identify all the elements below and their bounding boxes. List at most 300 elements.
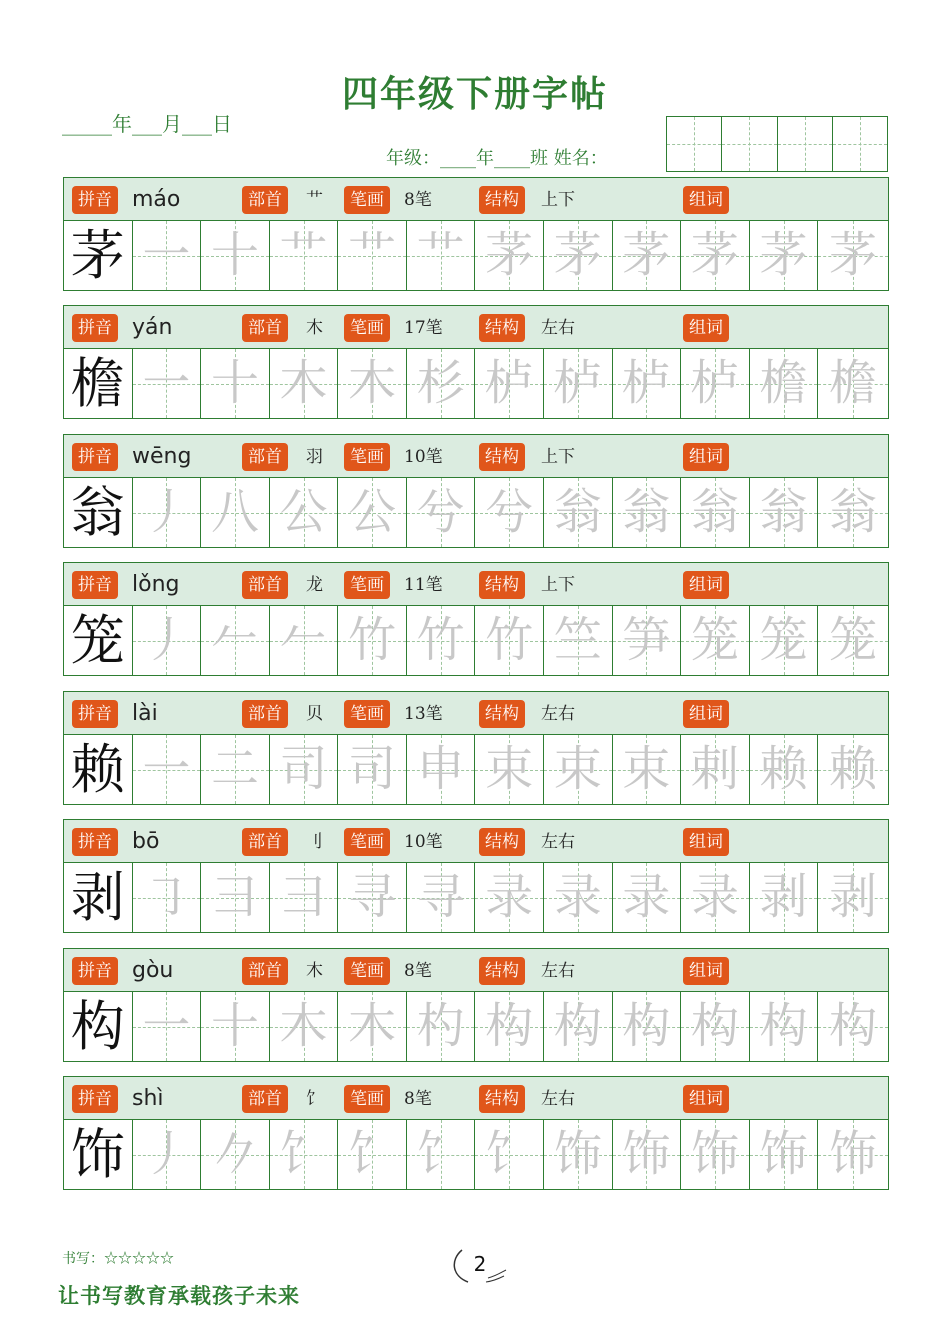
trace-cell (338, 735, 407, 804)
trace-stroke-glyph: 杉 (416, 355, 465, 411)
pinyin-label: 拼音 (72, 1085, 118, 1113)
page-ornament-icon (448, 1242, 512, 1286)
trace-stroke-glyph: 木 (348, 998, 397, 1054)
model-character: 笼 (70, 609, 125, 672)
writing-row (63, 735, 889, 805)
trace-cell (681, 863, 750, 932)
strokes-value: 8笔 (404, 1089, 432, 1109)
character-block (63, 434, 889, 550)
structure-label: 结构 (479, 186, 525, 214)
strokes-value: 13笔 (404, 704, 443, 724)
name-writing-grid (666, 116, 888, 172)
trace-stroke-glyph: 录 (553, 869, 602, 925)
model-character-cell (64, 349, 133, 418)
trace-cell (338, 863, 407, 932)
trace-cell (201, 349, 270, 418)
pinyin-value: yán (132, 315, 173, 340)
trace-cell (407, 221, 476, 290)
structure-value: 左右 (541, 704, 575, 724)
structure-value: 左右 (541, 832, 575, 852)
trace-stroke-glyph: 艹 (348, 227, 397, 283)
trace-cell (407, 992, 476, 1061)
pinyin-value: wēng (132, 444, 192, 469)
trace-cell (407, 735, 476, 804)
writing-row (63, 221, 889, 291)
model-character-cell (64, 221, 133, 290)
pinyin-value: gòu (132, 958, 174, 983)
trace-stroke-glyph: 翁 (759, 484, 808, 540)
trace-cell (407, 606, 476, 675)
trace-cell (133, 992, 202, 1061)
model-character: 翁 (70, 481, 125, 544)
trace-cell (750, 221, 819, 290)
structure-label: 结构 (479, 443, 525, 471)
trace-cell (270, 735, 339, 804)
trace-stroke-glyph: 竹 (348, 612, 397, 668)
trace-cell (818, 221, 888, 290)
pinyin-label: 拼音 (72, 828, 118, 856)
pinyin-value: máo (132, 187, 181, 212)
words-label: 组词 (683, 1085, 729, 1113)
pinyin-label: 拼音 (72, 571, 118, 599)
trace-cell (818, 349, 888, 418)
trace-cell (133, 735, 202, 804)
character-info-header (63, 562, 889, 606)
trace-cell (544, 992, 613, 1061)
trace-stroke-glyph: 构 (485, 998, 534, 1054)
pinyin-label: 拼音 (72, 700, 118, 728)
trace-stroke-glyph: 艹 (416, 227, 465, 283)
pinyin-value: lǒng (132, 572, 180, 597)
writing-row (63, 992, 889, 1062)
radical-label: 部首 (242, 571, 288, 599)
writing-row (63, 1120, 889, 1190)
name-cell (833, 117, 887, 171)
trace-stroke-glyph: 栌 (485, 355, 534, 411)
trace-stroke-glyph: 翁 (553, 484, 602, 540)
trace-stroke-glyph: 丿 (142, 1126, 191, 1182)
strokes-label: 笔画 (344, 443, 390, 471)
model-character-cell (64, 606, 133, 675)
trace-cell (750, 606, 819, 675)
trace-stroke-glyph: 彐 (210, 869, 259, 925)
structure-value: 上下 (541, 190, 575, 210)
name-cell (722, 117, 777, 171)
trace-cell (613, 992, 682, 1061)
model-character-cell (64, 863, 133, 932)
trace-stroke-glyph: 丿 (142, 484, 191, 540)
trace-cell (750, 478, 819, 547)
trace-stroke-glyph: 茅 (485, 227, 534, 283)
radical-label: 部首 (242, 700, 288, 728)
trace-stroke-glyph: 赖 (759, 741, 808, 797)
trace-stroke-glyph: 十 (210, 998, 259, 1054)
structure-label: 结构 (479, 700, 525, 728)
trace-stroke-glyph: 兮 (416, 484, 465, 540)
radical-value: 贝 (306, 704, 323, 724)
trace-stroke-glyph: 茅 (829, 227, 878, 283)
trace-stroke-glyph: 檐 (829, 355, 878, 411)
model-character-cell (64, 992, 133, 1061)
trace-cell (407, 349, 476, 418)
trace-cell (270, 606, 339, 675)
name-cell (778, 117, 833, 171)
strokes-label: 笔画 (344, 1085, 390, 1113)
trace-cell (681, 221, 750, 290)
trace-cell (475, 863, 544, 932)
radical-value: 饣 (306, 1089, 323, 1109)
trace-stroke-glyph: 一 (142, 355, 191, 411)
pinyin-value: bō (132, 829, 160, 854)
character-info-header (63, 434, 889, 478)
trace-cell (613, 863, 682, 932)
radical-label: 部首 (242, 1085, 288, 1113)
page-number-text: 2 (473, 1252, 487, 1276)
structure-value: 上下 (541, 575, 575, 595)
trace-cell (818, 478, 888, 547)
trace-stroke-glyph: 申 (416, 741, 465, 797)
structure-label: 结构 (479, 314, 525, 342)
trace-stroke-glyph: 茅 (690, 227, 739, 283)
trace-stroke-glyph: 一 (142, 227, 191, 283)
trace-stroke-glyph: 构 (690, 998, 739, 1054)
character-block (63, 948, 889, 1064)
trace-stroke-glyph: 笼 (690, 612, 739, 668)
date-line: _____年___月___日 (62, 112, 232, 136)
trace-cell (338, 992, 407, 1061)
trace-stroke-glyph: 束 (622, 741, 671, 797)
strokes-value: 8笔 (404, 190, 432, 210)
trace-stroke-glyph: 饰 (829, 1126, 878, 1182)
trace-cell (613, 606, 682, 675)
trace-stroke-glyph: 司 (279, 741, 328, 797)
trace-cell (270, 478, 339, 547)
pinyin-value: lài (132, 701, 158, 726)
trace-cell (201, 735, 270, 804)
trace-cell (544, 735, 613, 804)
trace-cell (544, 349, 613, 418)
character-info-header (63, 305, 889, 349)
character-block (63, 562, 889, 678)
strokes-value: 8笔 (404, 961, 432, 981)
strokes-label: 笔画 (344, 314, 390, 342)
trace-cell (544, 221, 613, 290)
trace-cell (681, 735, 750, 804)
trace-cell (818, 606, 888, 675)
structure-value: 左右 (541, 318, 575, 338)
trace-stroke-glyph: 竹 (485, 612, 534, 668)
class-name-line: 年级：____年____班 姓名： (386, 148, 608, 169)
trace-cell (544, 606, 613, 675)
strokes-value: 17笔 (404, 318, 443, 338)
trace-stroke-glyph: 寻 (348, 869, 397, 925)
trace-cell (201, 1120, 270, 1189)
trace-cell (750, 863, 819, 932)
trace-cell (681, 478, 750, 547)
trace-stroke-glyph: 构 (622, 998, 671, 1054)
trace-stroke-glyph: 寻 (416, 869, 465, 925)
trace-cell (270, 992, 339, 1061)
footer-slogan: 让书写教育承载孩子未来 (58, 1283, 300, 1308)
character-block (63, 177, 889, 293)
trace-stroke-glyph: 木 (279, 998, 328, 1054)
trace-stroke-glyph: 饣 (348, 1126, 397, 1182)
words-label: 组词 (683, 186, 729, 214)
model-character-cell (64, 735, 133, 804)
trace-cell (475, 735, 544, 804)
radical-label: 部首 (242, 443, 288, 471)
radical-value: 龙 (306, 575, 323, 595)
trace-cell (133, 349, 202, 418)
structure-label: 结构 (479, 1085, 525, 1113)
model-character: 剥 (70, 866, 125, 929)
character-block (63, 819, 889, 935)
trace-stroke-glyph: 𠂉 (279, 612, 328, 668)
trace-stroke-glyph: 饰 (759, 1126, 808, 1182)
structure-value: 上下 (541, 447, 575, 467)
trace-stroke-glyph: 茅 (553, 227, 602, 283)
writing-row (63, 349, 889, 419)
trace-cell (475, 992, 544, 1061)
words-label: 组词 (683, 571, 729, 599)
model-character: 饰 (70, 1123, 125, 1186)
trace-cell (750, 735, 819, 804)
pinyin-label: 拼音 (72, 443, 118, 471)
trace-cell (270, 221, 339, 290)
trace-stroke-glyph: 翁 (829, 484, 878, 540)
trace-stroke-glyph: 十 (210, 355, 259, 411)
trace-stroke-glyph: 束 (485, 741, 534, 797)
trace-cell (681, 1120, 750, 1189)
character-block (63, 1076, 889, 1192)
trace-cell (270, 863, 339, 932)
trace-stroke-glyph: 笼 (829, 612, 878, 668)
character-block (63, 305, 889, 421)
trace-cell (750, 992, 819, 1061)
strokes-value: 10笔 (404, 447, 443, 467)
trace-stroke-glyph: ㇆ (142, 869, 191, 925)
trace-cell (818, 1120, 888, 1189)
radical-label: 部首 (242, 314, 288, 342)
strokes-label: 笔画 (344, 828, 390, 856)
trace-stroke-glyph: 𠂉 (210, 612, 259, 668)
trace-stroke-glyph: 饰 (690, 1126, 739, 1182)
trace-cell (133, 478, 202, 547)
radical-label: 部首 (242, 828, 288, 856)
radical-value: 刂 (306, 832, 323, 852)
structure-value: 左右 (541, 1089, 575, 1109)
trace-cell (681, 349, 750, 418)
pinyin-label: 拼音 (72, 186, 118, 214)
strokes-value: 11笔 (404, 575, 443, 595)
rating-stars: 书写：☆☆☆☆☆ (62, 1251, 174, 1267)
trace-stroke-glyph: 竺 (553, 612, 602, 668)
structure-label: 结构 (479, 957, 525, 985)
trace-stroke-glyph: 录 (622, 869, 671, 925)
character-block (63, 691, 889, 807)
trace-cell (475, 478, 544, 547)
trace-cell (613, 1120, 682, 1189)
trace-cell (818, 992, 888, 1061)
pinyin-label: 拼音 (72, 314, 118, 342)
trace-stroke-glyph: 十 (210, 227, 259, 283)
character-info-header (63, 177, 889, 221)
trace-stroke-glyph: 彐 (279, 869, 328, 925)
trace-stroke-glyph: 兮 (485, 484, 534, 540)
writing-row (63, 863, 889, 933)
trace-stroke-glyph: 翁 (690, 484, 739, 540)
trace-stroke-glyph: 栌 (622, 355, 671, 411)
strokes-label: 笔画 (344, 571, 390, 599)
trace-cell (613, 349, 682, 418)
trace-stroke-glyph: 司 (348, 741, 397, 797)
model-character-cell (64, 1120, 133, 1189)
pinyin-label: 拼音 (72, 957, 118, 985)
trace-stroke-glyph: 茅 (759, 227, 808, 283)
trace-cell (613, 735, 682, 804)
trace-cell (338, 221, 407, 290)
trace-stroke-glyph: 一 (142, 998, 191, 1054)
trace-stroke-glyph: 木 (279, 355, 328, 411)
trace-cell (338, 1120, 407, 1189)
writing-row (63, 478, 889, 548)
trace-stroke-glyph: 一 (142, 741, 191, 797)
trace-cell (270, 1120, 339, 1189)
page-number (462, 1248, 498, 1280)
name-cell (667, 117, 722, 171)
trace-cell (544, 863, 613, 932)
trace-cell (613, 478, 682, 547)
character-info-header (63, 819, 889, 863)
trace-stroke-glyph: 剌 (690, 741, 739, 797)
model-character: 茅 (70, 224, 125, 287)
trace-cell (407, 863, 476, 932)
character-info-header (63, 948, 889, 992)
radical-label: 部首 (242, 186, 288, 214)
writing-row (63, 606, 889, 676)
strokes-value: 10笔 (404, 832, 443, 852)
trace-stroke-glyph: 八 (210, 484, 259, 540)
trace-stroke-glyph: 二 (210, 741, 259, 797)
trace-stroke-glyph: 公 (348, 484, 397, 540)
trace-cell (338, 349, 407, 418)
trace-cell (475, 606, 544, 675)
pinyin-value: shì (132, 1086, 164, 1111)
trace-stroke-glyph: 木 (348, 355, 397, 411)
character-info-header (63, 691, 889, 735)
trace-cell (613, 221, 682, 290)
trace-stroke-glyph: 公 (279, 484, 328, 540)
structure-label: 结构 (479, 828, 525, 856)
trace-stroke-glyph: 饣 (279, 1126, 328, 1182)
trace-stroke-glyph: 𠂊 (210, 1126, 259, 1182)
trace-stroke-glyph: 檐 (759, 355, 808, 411)
radical-value: 木 (306, 318, 323, 338)
trace-cell (201, 478, 270, 547)
structure-label: 结构 (479, 571, 525, 599)
trace-cell (338, 478, 407, 547)
trace-cell (133, 221, 202, 290)
page-title: 四年级下册字帖 (341, 73, 608, 115)
trace-stroke-glyph: 翁 (622, 484, 671, 540)
trace-cell (270, 349, 339, 418)
trace-stroke-glyph: 笋 (622, 612, 671, 668)
model-character: 构 (70, 995, 125, 1058)
trace-cell (544, 478, 613, 547)
trace-stroke-glyph: 饣 (485, 1126, 534, 1182)
trace-stroke-glyph: 录 (485, 869, 534, 925)
words-label: 组词 (683, 828, 729, 856)
trace-cell (818, 735, 888, 804)
trace-stroke-glyph: 饣 (416, 1126, 465, 1182)
strokes-label: 笔画 (344, 186, 390, 214)
trace-stroke-glyph: 笼 (759, 612, 808, 668)
trace-cell (201, 863, 270, 932)
trace-cell (407, 1120, 476, 1189)
trace-cell (407, 478, 476, 547)
words-label: 组词 (683, 700, 729, 728)
radical-value: 艹 (306, 190, 323, 210)
trace-stroke-glyph: 构 (759, 998, 808, 1054)
trace-stroke-glyph: 饰 (622, 1126, 671, 1182)
words-label: 组词 (683, 314, 729, 342)
strokes-label: 笔画 (344, 700, 390, 728)
trace-cell (818, 863, 888, 932)
radical-label: 部首 (242, 957, 288, 985)
trace-cell (544, 1120, 613, 1189)
trace-cell (681, 606, 750, 675)
trace-stroke-glyph: 剥 (829, 869, 878, 925)
words-label: 组词 (683, 443, 729, 471)
character-info-header (63, 1076, 889, 1120)
trace-cell (681, 992, 750, 1061)
trace-stroke-glyph: 竹 (416, 612, 465, 668)
trace-cell (133, 1120, 202, 1189)
trace-cell (201, 992, 270, 1061)
trace-cell (201, 221, 270, 290)
strokes-label: 笔画 (344, 957, 390, 985)
trace-stroke-glyph: 茅 (622, 227, 671, 283)
trace-cell (475, 221, 544, 290)
trace-stroke-glyph: 赖 (829, 741, 878, 797)
trace-cell (750, 1120, 819, 1189)
trace-cell (750, 349, 819, 418)
trace-stroke-glyph: 构 (829, 998, 878, 1054)
words-label: 组词 (683, 957, 729, 985)
trace-cell (133, 863, 202, 932)
trace-cell (475, 1120, 544, 1189)
structure-value: 左右 (541, 961, 575, 981)
trace-stroke-glyph: 栌 (690, 355, 739, 411)
trace-stroke-glyph: 艹 (279, 227, 328, 283)
model-character: 赖 (70, 738, 125, 801)
trace-cell (201, 606, 270, 675)
trace-stroke-glyph: 构 (553, 998, 602, 1054)
model-character: 檐 (70, 352, 125, 415)
trace-cell (338, 606, 407, 675)
trace-stroke-glyph: 束 (553, 741, 602, 797)
radical-value: 木 (306, 961, 323, 981)
trace-stroke-glyph: 饰 (553, 1126, 602, 1182)
trace-stroke-glyph: 录 (690, 869, 739, 925)
trace-stroke-glyph: 剥 (759, 869, 808, 925)
trace-stroke-glyph: 杓 (416, 998, 465, 1054)
model-character-cell (64, 478, 133, 547)
trace-cell (475, 349, 544, 418)
radical-value: 羽 (306, 447, 323, 467)
trace-stroke-glyph: 丿 (142, 612, 191, 668)
trace-stroke-glyph: 栌 (553, 355, 602, 411)
